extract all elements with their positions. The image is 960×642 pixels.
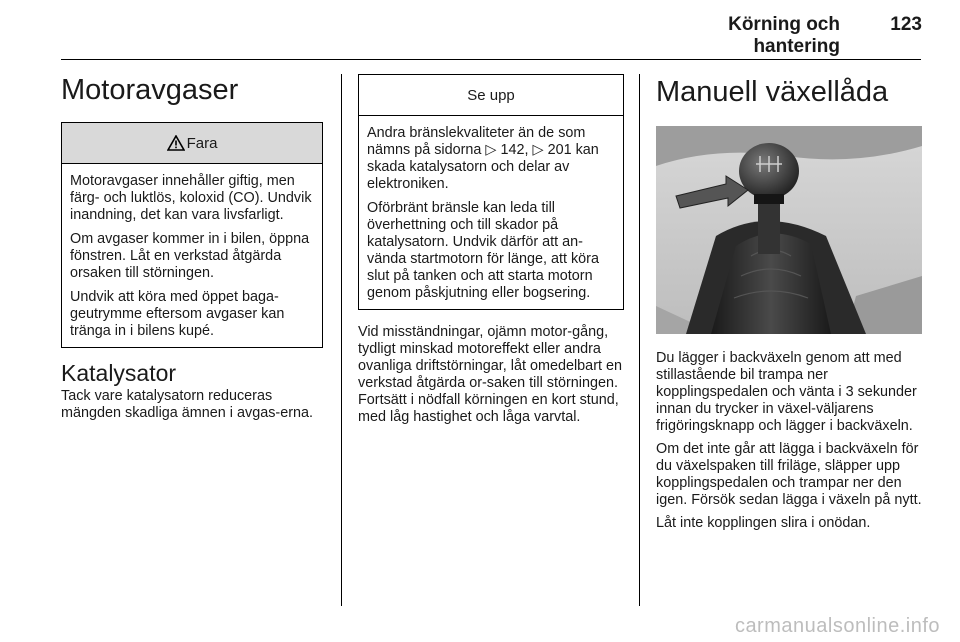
column-divider-left [341,74,342,606]
danger-paragraph: Motoravgaser innehåller giftig, men färg- och luktlös, koloxid (CO). Undvik inandning, det kan vara livsfarligt. [70,173,312,223]
danger-box-header [62,123,322,164]
misfire-paragraph: Vid misständningar, ojämn motor-gång, tydligt minskad motoreffekt eller andra ovanliga driftstörningar, låt omedelbart en verkstad åtgärda or-saken till störningen. Fortsätt i nödfall körningen en kort stund, med låg hastighet och låga varvtal. [358,324,622,425]
caution-box [358,74,624,310]
page-header-title: Körning och hantering [728,14,840,57]
danger-box-body [62,164,322,347]
page-ref-arrow-icon: ▷ [532,142,544,158]
danger-box [61,122,323,348]
page-ref-link[interactable]: 201 [547,142,572,158]
gearbox-paragraph: Låt inte kopplingen slira i onödan. [656,515,871,531]
danger-box-label: Fara [186,134,218,152]
caution-text: kan skada katalysatorn och delar av elektroniken. [367,142,599,192]
left-column [61,74,323,422]
section-title-motoravgaser: Motoravgaser [61,74,239,106]
right-column [656,74,922,531]
caution-box-label: Se upp [467,86,515,104]
header-rule [61,59,921,60]
page-number: 123 [890,14,922,35]
manual-gearbox-text [656,350,922,538]
middle-column [358,74,624,426]
caution-paragraph [367,125,614,193]
watermark: carmanualsonline.info [734,615,940,637]
caution-paragraph: Oförbränt bränsle kan leda till överhettning och till skador på katalysatorn. Undvik därför att an-vända startmotorn för länge, att köra slut på tanken och att starta motorn genom påskjutning eller bogsering. [367,200,599,301]
page-ref-link[interactable]: 142, [500,142,529,158]
section-title-manuell-vaxellada: Manuell växellåda [656,76,889,108]
subheading-katalysator: Katalysator [61,360,177,386]
caution-text: Andra bränslekvaliteter än de som nämns på sidorna [367,125,586,158]
danger-paragraph: Om avgaser kommer in i bilen, öppna fönstren. Låt en verkstad åtgärda orsaken till störningen. [70,231,310,281]
page-ref-arrow-icon: ▷ [485,142,497,158]
gear-shift-illustration [656,126,922,334]
warning-triangle-icon [167,135,185,151]
caution-box-header [359,75,623,116]
katalysator-paragraph: Tack vare katalysatorn reduceras mängden skadliga ämnen i avgas-erna. [61,388,313,421]
column-divider-right [639,74,640,606]
gearbox-paragraph: Du lägger i backväxeln genom att med stillastående bil trampa ner kopplingspedalen och vänta i 3 sekunder innan du trycker in växel-väljarens frigöringsknapp och lägger i backväxeln. [656,350,917,434]
gearbox-paragraph: Om det inte går att lägga i backväxeln för du växelspaken till friläge, släpper upp kopplingspedalen och trampar ner den igen. Försök sedan lägga i växeln på nytt. [656,441,922,508]
danger-paragraph: Undvik att köra med öppet baga-geutrymme eftersom avgaser kan tränga in i bilens kupé. [70,289,285,339]
gear-shift-figure [656,126,922,334]
caution-box-body [359,116,623,309]
